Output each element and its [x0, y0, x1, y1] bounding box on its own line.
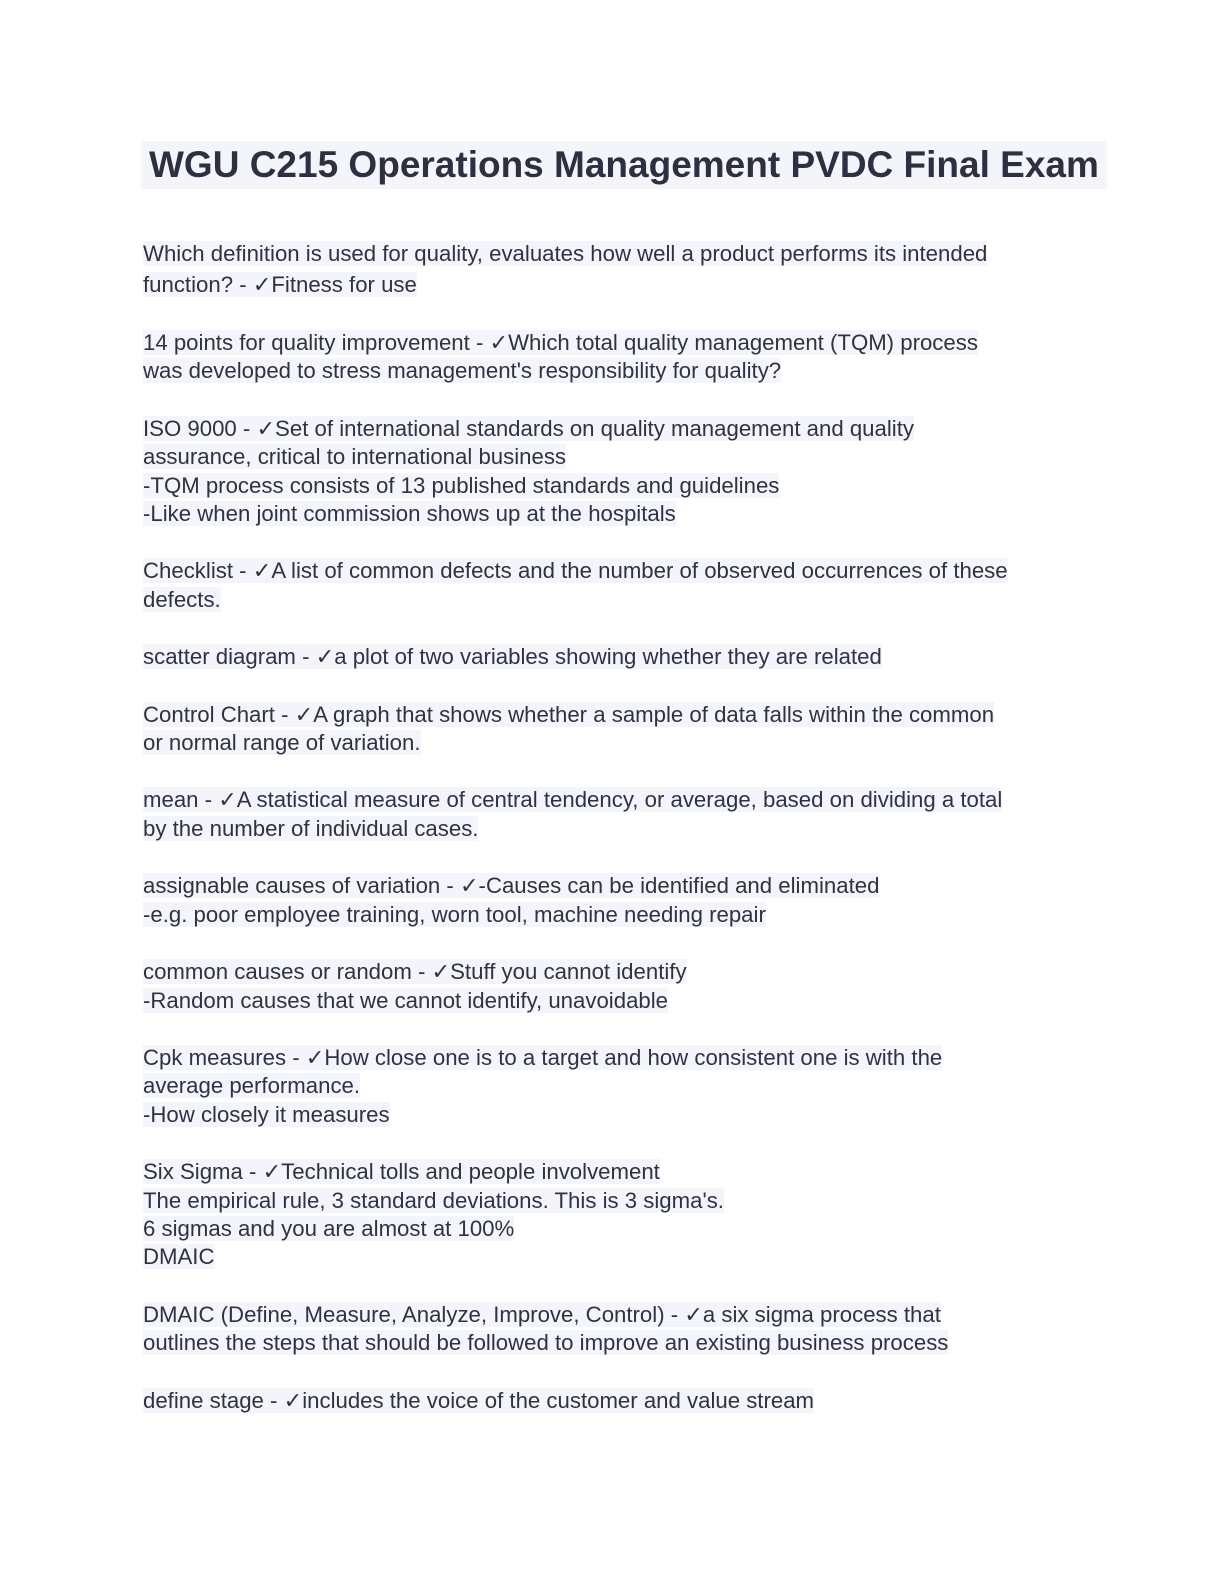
entry-line-text: average performance. [143, 1073, 361, 1099]
entry-line [143, 238, 1083, 269]
entry-line [143, 643, 1083, 671]
entry-line-text: ISO 9000 - ✓Set of international standards on quality management and quality [143, 415, 914, 441]
entry-line [143, 872, 1083, 900]
flashcard-entry [143, 1044, 1083, 1129]
entry-line [143, 415, 1083, 443]
entry-line-text: function? - ✓Fitness for use [143, 272, 417, 297]
entry-line-text: -Random causes that we cannot identify, unavoidable [143, 987, 669, 1013]
entry-line [143, 1101, 1083, 1129]
entry-line [143, 586, 1083, 614]
entry-line [143, 1329, 1083, 1357]
flashcard-entry [143, 701, 1083, 758]
entry-line-text: DMAIC [143, 1244, 215, 1270]
entry-line-text: -Like when joint commission shows up at the hospitals [143, 501, 676, 527]
entry-line [143, 987, 1083, 1015]
entry-line-text: outlines the steps that should be followed to improve an existing business process [143, 1330, 949, 1356]
entry-line-text: common causes or random - ✓Stuff you cannot identify [143, 959, 687, 985]
entry-line [143, 329, 1083, 357]
entry-line [143, 1301, 1083, 1329]
entry-line [143, 958, 1083, 986]
entry-line [143, 786, 1083, 814]
entry-line [143, 1215, 1083, 1243]
flashcard-entry [143, 415, 1083, 529]
entry-line-text: 14 points for quality improvement - ✓Which total quality management (TQM) process [143, 330, 978, 355]
entry-line-text: assignable causes of variation - ✓-Causes can be identified and eliminated [143, 873, 880, 899]
entry-line-text: -e.g. poor employee training, worn tool, machine needing repair [143, 901, 766, 927]
entry-line [143, 443, 1083, 471]
entry-line-text: Cpk measures - ✓How close one is to a target and how consistent one is with the [143, 1044, 943, 1070]
entry-line-text: define stage - ✓includes the voice of the customer and value stream [143, 1387, 815, 1413]
entry-line-text: Control Chart - ✓A graph that shows whether a sample of data falls within the common [143, 701, 995, 727]
entry-line [143, 1072, 1083, 1100]
entry-line [143, 1243, 1083, 1271]
entry-line-text: The empirical rule, 3 standard deviations. This is 3 sigma's. [143, 1187, 724, 1213]
entry-line [143, 1187, 1083, 1215]
entry-line [143, 557, 1083, 585]
entry-line-text: 6 sigmas and you are almost at 100% [143, 1215, 515, 1241]
entry-line-text: by the number of individual cases. [143, 815, 479, 841]
entry-line-text: scatter diagram - ✓a plot of two variables showing whether they are related [143, 644, 882, 670]
flashcard-entry [143, 1301, 1083, 1358]
entry-line-text: mean - ✓A statistical measure of central tendency, or average, based on dividing a total [143, 787, 1003, 813]
entry-line [143, 1044, 1083, 1072]
flashcard-list [143, 238, 1083, 1444]
entry-line-text: defects. [143, 586, 221, 612]
entry-line [143, 729, 1083, 757]
entry-line [143, 357, 1083, 385]
flashcard-entry [143, 1387, 1083, 1415]
entry-line [143, 901, 1083, 929]
flashcard-entry [143, 1158, 1083, 1272]
entry-line-text: Six Sigma - ✓Technical tolls and people involvement [143, 1159, 660, 1185]
entry-line-text: -TQM process consists of 13 published standards and guidelines [143, 472, 780, 498]
entry-line [143, 815, 1083, 843]
entry-line [143, 1387, 1083, 1415]
entry-line [143, 701, 1083, 729]
flashcard-entry [143, 872, 1083, 929]
document-title: WGU C215 Operations Management PVDC Final Exam [141, 141, 1107, 189]
entry-line-text: Checklist - ✓A list of common defects and the number of observed occurrences of these [143, 558, 1008, 584]
entry-line-text: -How closely it measures [143, 1101, 390, 1127]
entry-line-text: Which definition is used for quality, evaluates how well a product performs its intended [143, 241, 988, 266]
entry-line [143, 472, 1083, 500]
flashcard-entry [143, 557, 1083, 614]
entry-line [143, 269, 1083, 300]
flashcard-entry [143, 643, 1083, 671]
flashcard-entry [143, 238, 1083, 300]
entry-line-text: or normal range of variation. [143, 730, 421, 756]
entry-line-text: was developed to stress management's responsibility for quality? [143, 358, 782, 384]
entry-line [143, 500, 1083, 528]
flashcard-entry [143, 786, 1083, 843]
flashcard-entry [143, 329, 1083, 386]
entry-line [143, 1158, 1083, 1186]
entry-line-text: DMAIC (Define, Measure, Analyze, Improve, Control) - ✓a six sigma process that [143, 1301, 941, 1327]
flashcard-entry [143, 958, 1083, 1015]
entry-line-text: assurance, critical to international business [143, 444, 567, 470]
